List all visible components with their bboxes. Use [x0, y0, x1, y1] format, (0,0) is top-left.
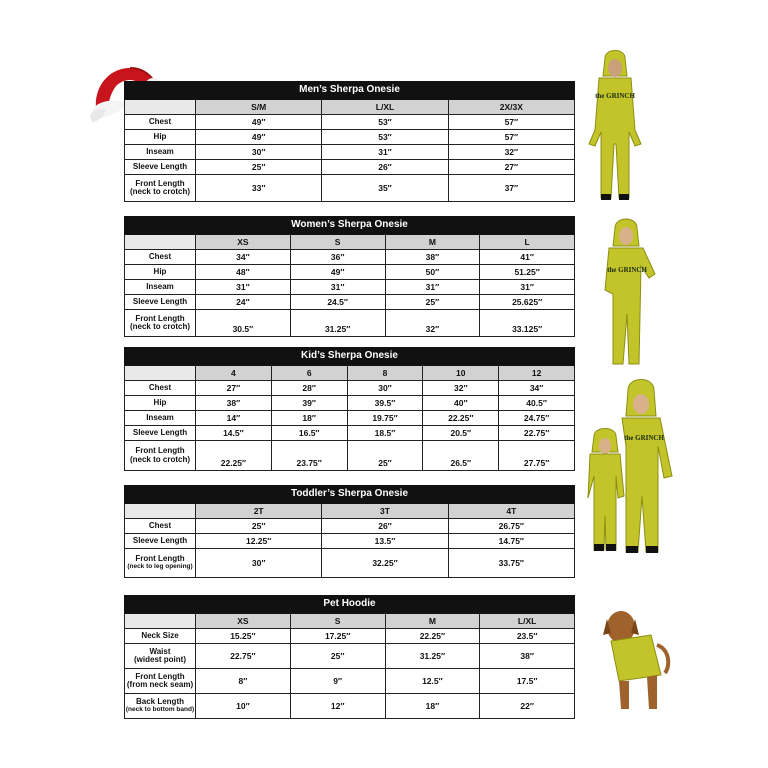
measurement-cell: 31″	[480, 280, 575, 295]
row-label	[125, 694, 196, 719]
measurement-cell: 8″	[196, 669, 291, 694]
measurement-cell: 14.5″	[196, 426, 272, 441]
measurement-cell: 39″	[271, 396, 347, 411]
size-header: 10	[423, 366, 499, 381]
measurement-cell: 22″	[480, 694, 575, 719]
measurement-cell: 18″	[385, 694, 480, 719]
size-header: XS	[196, 614, 291, 629]
measurement-cell: 40.5″	[499, 396, 575, 411]
measurement-cell: 33.75″	[448, 549, 574, 578]
measurement-cell: 14″	[196, 411, 272, 426]
measurement-cell: 35″	[322, 175, 448, 202]
grinch-logo: the GRINCH	[624, 434, 664, 442]
row-label-main: Front Length	[135, 313, 185, 323]
row-label: Chest	[125, 250, 196, 265]
measurement-cell: 31.25″	[385, 644, 480, 669]
measurement-cell: 25″	[290, 644, 385, 669]
measurement-cell: 31″	[322, 145, 448, 160]
measurement-cell: 9″	[290, 669, 385, 694]
measurement-cell: 27.75″	[499, 441, 575, 471]
row-label-sub: (widest point)	[134, 655, 186, 664]
measurement-cell: 12″	[290, 694, 385, 719]
size-header: 2T	[196, 504, 322, 519]
size-header: S	[290, 614, 385, 629]
measurement-cell: 26″	[322, 519, 448, 534]
row-label-sub: (neck to crotch)	[129, 187, 190, 196]
measurement-cell: 57″	[448, 115, 574, 130]
measurement-cell: 50″	[385, 265, 480, 280]
row-label	[125, 669, 196, 694]
row-label-sub: (from neck seam)	[126, 680, 194, 689]
table-title: Men’s Sherpa Onesie	[125, 82, 575, 100]
measurement-cell: 49″	[290, 265, 385, 280]
measurement-cell: 27″	[196, 381, 272, 396]
measurement-cell: 16.5″	[271, 426, 347, 441]
row-label	[125, 644, 196, 669]
grinch-logo: the GRINCH	[595, 92, 635, 100]
row-label: Chest	[125, 115, 196, 130]
size-header: 6	[271, 366, 347, 381]
size-header: L	[480, 235, 575, 250]
measurement-cell: 23.75″	[271, 441, 347, 471]
measurement-cell: 18″	[271, 411, 347, 426]
measurement-cell: 17.5″	[480, 669, 575, 694]
row-label: Sleeve Length	[125, 295, 196, 310]
measurement-cell: 53″	[322, 115, 448, 130]
measurement-cell: 31″	[196, 280, 291, 295]
measurement-cell: 31.25″	[290, 310, 385, 337]
row-label-main: Back Length	[135, 697, 184, 707]
row-label-main: Waist	[149, 646, 171, 656]
measurement-cell: 12.5″	[385, 669, 480, 694]
size-header: 12	[499, 366, 575, 381]
row-label: Neck Size	[125, 629, 196, 644]
size-header: 8	[347, 366, 423, 381]
row-label: Hip	[125, 130, 196, 145]
row-label: Sleeve Length	[125, 426, 196, 441]
measurement-cell: 19.75″	[347, 411, 423, 426]
measurement-cell: 51.25″	[480, 265, 575, 280]
size-header: 4T	[448, 504, 574, 519]
measurement-cell: 38″	[385, 250, 480, 265]
measurement-cell: 22.75″	[196, 644, 291, 669]
measurement-cell: 17.25″	[290, 629, 385, 644]
measurement-cell: 33.125″	[480, 310, 575, 337]
size-header: 2X/3X	[448, 100, 574, 115]
measurement-cell: 26.5″	[423, 441, 499, 471]
measurement-cell: 12.25″	[196, 534, 322, 549]
measurement-cell: 32″	[423, 381, 499, 396]
woman-onesie-photo	[597, 214, 659, 372]
grinch-logo: the GRINCH	[607, 266, 647, 274]
measurement-cell: 41″	[480, 250, 575, 265]
measurement-cell: 22.25″	[423, 411, 499, 426]
row-label: Inseam	[125, 280, 196, 295]
table-title: Kid’s Sherpa Onesie	[125, 348, 575, 366]
size-header: L/XL	[322, 100, 448, 115]
measurement-cell: 53″	[322, 130, 448, 145]
row-label: Sleeve Length	[125, 160, 196, 175]
size-header: 3T	[322, 504, 448, 519]
measurement-cell: 28″	[271, 381, 347, 396]
row-label-sub: (neck to crotch)	[129, 322, 190, 331]
measurement-cell: 25″	[347, 441, 423, 471]
measurement-cell: 48″	[196, 265, 291, 280]
measurement-cell: 24.75″	[499, 411, 575, 426]
row-label: Inseam	[125, 145, 196, 160]
measurement-cell: 22.25″	[385, 629, 480, 644]
measurement-cell: 36″	[290, 250, 385, 265]
measurement-cell: 25″	[385, 295, 480, 310]
row-label-main: Front Length	[135, 554, 185, 564]
pet-hoodie-size-table	[124, 595, 575, 719]
row-label-sub: (neck to leg opening)	[127, 562, 193, 570]
row-label: Hip	[125, 396, 196, 411]
row-label-main: Front Length	[135, 671, 185, 681]
size-corner-cell	[125, 235, 196, 250]
measurement-cell: 25″	[196, 519, 322, 534]
measurement-cell: 27″	[448, 160, 574, 175]
measurement-cell: 34″	[499, 381, 575, 396]
measurement-cell: 34″	[196, 250, 291, 265]
measurement-cell: 25″	[196, 160, 322, 175]
row-label-sub: (neck to bottom band)	[125, 705, 195, 713]
table-title: Toddler’s Sherpa Onesie	[125, 486, 575, 504]
measurement-cell: 38″	[196, 396, 272, 411]
measurement-cell: 32″	[385, 310, 480, 337]
row-label: Hip	[125, 265, 196, 280]
measurement-cell: 32″	[448, 145, 574, 160]
size-corner-cell	[125, 614, 196, 629]
measurement-cell: 10″	[196, 694, 291, 719]
measurement-cell: 15.25″	[196, 629, 291, 644]
womens-size-table	[124, 216, 575, 337]
measurement-cell: 22.75″	[499, 426, 575, 441]
measurement-cell: 30″	[196, 549, 322, 578]
measurement-cell: 32.25″	[322, 549, 448, 578]
row-label	[125, 441, 196, 471]
size-header: M	[385, 235, 480, 250]
measurement-cell: 24.5″	[290, 295, 385, 310]
measurement-cell: 26.75″	[448, 519, 574, 534]
measurement-cell: 40″	[423, 396, 499, 411]
measurement-cell: 38″	[480, 644, 575, 669]
mens-size-table	[124, 81, 575, 202]
row-label-sub: (neck to crotch)	[129, 454, 190, 464]
size-header: XS	[196, 235, 291, 250]
size-header: S/M	[196, 100, 322, 115]
row-label	[125, 175, 196, 202]
measurement-cell: 22.25″	[196, 441, 272, 471]
kids-onesie-photo	[586, 376, 678, 566]
row-label	[125, 310, 196, 337]
measurement-cell: 23.5″	[480, 629, 575, 644]
measurement-cell: 30.5″	[196, 310, 291, 337]
row-label-main: Front Length	[135, 446, 185, 456]
measurement-cell: 24″	[196, 295, 291, 310]
measurement-cell: 49″	[196, 115, 322, 130]
measurement-cell: 14.75″	[448, 534, 574, 549]
measurement-cell: 31″	[290, 280, 385, 295]
measurement-cell: 26″	[322, 160, 448, 175]
size-header: L/XL	[480, 614, 575, 629]
measurement-cell: 30″	[196, 145, 322, 160]
toddlers-size-table	[124, 485, 575, 578]
measurement-cell: 37″	[448, 175, 574, 202]
size-header: 4	[196, 366, 272, 381]
kids-size-table	[124, 347, 575, 471]
row-label: Chest	[125, 519, 196, 534]
measurement-cell: 30″	[347, 381, 423, 396]
man-onesie-photo	[585, 48, 645, 206]
row-label-main: Front Length	[135, 178, 185, 188]
measurement-cell: 13.5″	[322, 534, 448, 549]
size-header: M	[385, 614, 480, 629]
row-label: Sleeve Length	[125, 534, 196, 549]
row-label: Chest	[125, 381, 196, 396]
table-title: Pet Hoodie	[125, 596, 575, 614]
size-corner-cell	[125, 100, 196, 115]
measurement-cell: 57″	[448, 130, 574, 145]
measurement-cell: 31″	[385, 280, 480, 295]
row-label: Inseam	[125, 411, 196, 426]
measurement-cell: 49″	[196, 130, 322, 145]
measurement-cell: 20.5″	[423, 426, 499, 441]
measurement-cell: 18.5″	[347, 426, 423, 441]
measurement-cell: 25.625″	[480, 295, 575, 310]
size-header: S	[290, 235, 385, 250]
dog-hoodie-photo	[599, 605, 673, 713]
table-title: Women’s Sherpa Onesie	[125, 217, 575, 235]
measurement-cell: 33″	[196, 175, 322, 202]
row-label	[125, 549, 196, 578]
size-corner-cell	[125, 366, 196, 381]
size-corner-cell	[125, 504, 196, 519]
measurement-cell: 39.5″	[347, 396, 423, 411]
